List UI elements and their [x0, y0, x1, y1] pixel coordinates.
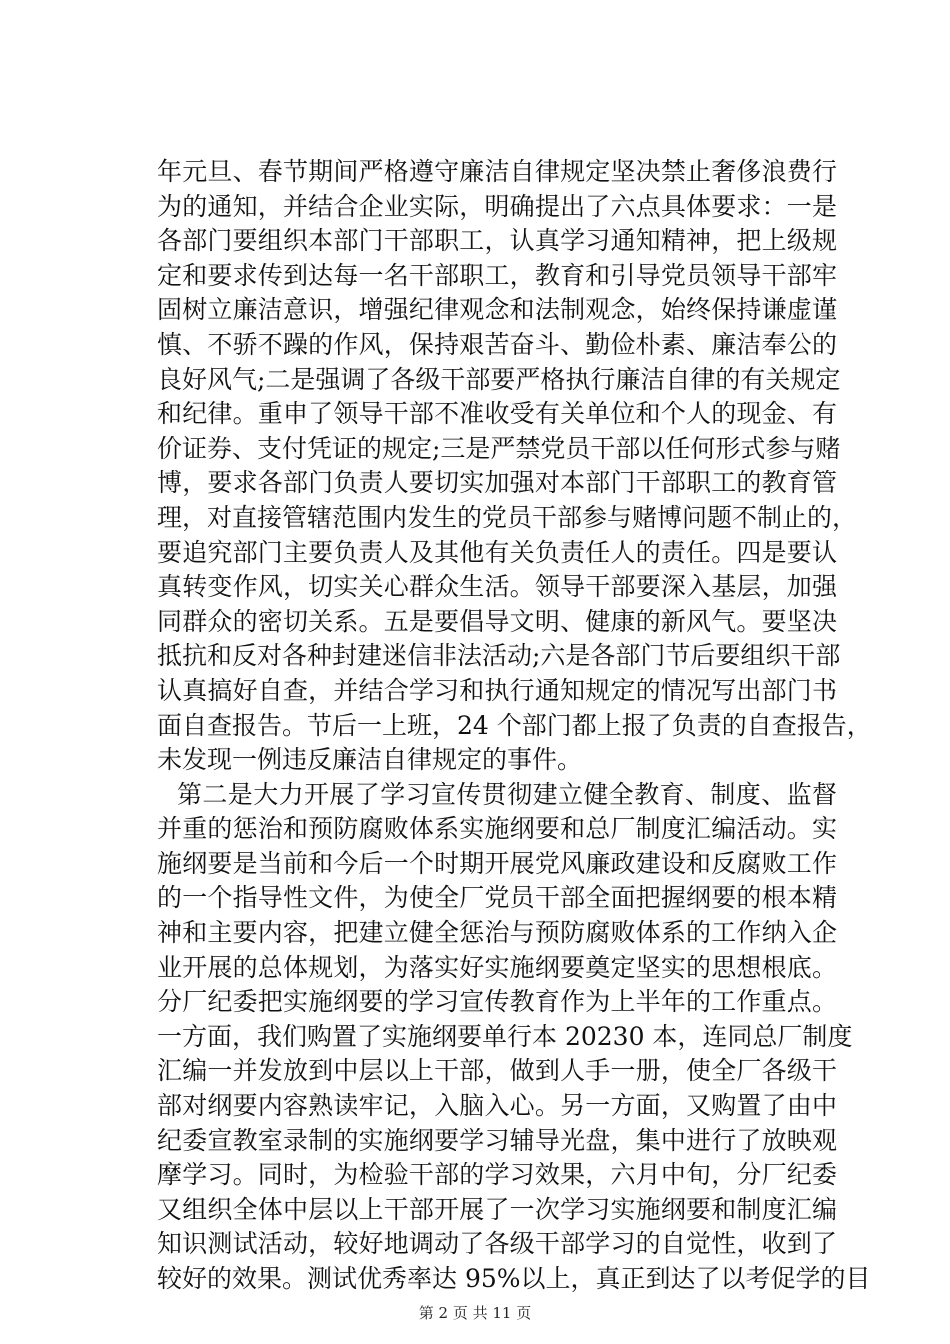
text-line: 摩学习。同时，为检验干部的学习效果，六月中旬，分厂纪委	[157, 1160, 837, 1190]
text-line: 神和主要内容，把建立健全惩治与预防腐败体系的工作纳入企	[157, 918, 837, 948]
text-line: 面自查报告。节后一上班，24 个部门都上报了负责的自查报告，	[157, 710, 872, 740]
text-line: 的一个指导性文件，为使全厂党员干部全面把握纲要的根本精	[157, 883, 837, 913]
text-line: 真转变作风，切实关心群众生活。领导干部要深入基层，加强	[157, 572, 837, 602]
page-number-footer: 第 2 页 共 11 页	[418, 1304, 532, 1322]
text-line: 较好的效果。测试优秀率达 95%以上，真正到达了以考促学的目	[157, 1264, 871, 1293]
text-line: 部对纲要内容熟读牢记，入脑入心。另一方面，又购置了由中	[157, 1091, 837, 1121]
text-line: 各部门要组织本部门干部职工，认真学习通知精神，把上级规	[157, 226, 837, 256]
text-line: 要追究部门主要负责人及其他有关负责任人的责任。四是要认	[157, 537, 837, 567]
text-line: 良好风气;二是强调了各级干部要严格执行廉洁自律的有关规定	[157, 364, 841, 394]
text-line: 理，对直接管辖范围内发生的党员干部参与赌博问题不制止的，	[157, 502, 858, 532]
document-body	[157, 155, 872, 1297]
text-line: 又组织全体中层以上干部开展了一次学习实施纲要和制度汇编	[157, 1194, 837, 1224]
text-line: 认真搞好自查，并结合学习和执行通知规定的情况写出部门书	[157, 675, 837, 705]
text-line: 抵抗和反对各种封建迷信非法活动;六是各部门节后要组织干部	[157, 641, 841, 671]
text-line: 定和要求传到达每一名干部职工，教育和引导党员领导干部牢	[157, 260, 837, 290]
text-line: 博，要求各部门负责人要切实加强对本部门干部职工的教育管	[157, 468, 837, 498]
text-line: 纪委宣教室录制的实施纲要学习辅导光盘，集中进行了放映观	[157, 1125, 837, 1155]
text-line: 一方面，我们购置了实施纲要单行本 20230 本，连同总厂制度	[157, 1021, 853, 1051]
text-line: 施纲要是当前和今后一个时期开展党风廉政建设和反腐败工作	[157, 848, 837, 878]
text-line: 和纪律。重申了领导干部不准收受有关单位和个人的现金、有	[157, 399, 837, 429]
text-line: 同群众的密切关系。五是要倡导文明、健康的新风气。要坚决	[157, 606, 837, 636]
text-line: 分厂纪委把实施纲要的学习宣传教育作为上半年的工作重点。	[157, 987, 837, 1017]
text-line: 并重的惩治和预防腐败体系实施纲要和总厂制度汇编活动。实	[157, 814, 837, 844]
text-line: 为的通知，并结合企业实际，明确提出了六点具体要求：一是	[157, 191, 837, 221]
text-line: 价证券、支付凭证的规定;三是严禁党员干部以任何形式参与赌	[157, 433, 841, 463]
text-line: 汇编一并发放到中层以上干部，做到人手一册，使全厂各级干	[157, 1056, 837, 1086]
text-line: 固树立廉洁意识，增强纪律观念和法制观念，始终保持谦虚谨	[157, 295, 837, 325]
text-line: 年元旦、春节期间严格遵守廉洁自律规定坚决禁止奢侈浪费行	[157, 157, 837, 186]
text-line: 未发现一例违反廉洁自律规定的事件。	[157, 745, 583, 775]
text-line: 业开展的总体规划，为落实好实施纲要奠定坚实的思想根底。	[157, 952, 837, 982]
paragraph-first-line: 第二是大力开展了学习宣传贯彻建立健全教育、制度、监督	[177, 779, 837, 809]
text-line: 知识测试活动，较好地调动了各级干部学习的自觉性，收到了	[157, 1229, 837, 1259]
text-line: 慎、不骄不躁的作风，保持艰苦奋斗、勤俭朴素、廉洁奉公的	[157, 329, 837, 359]
